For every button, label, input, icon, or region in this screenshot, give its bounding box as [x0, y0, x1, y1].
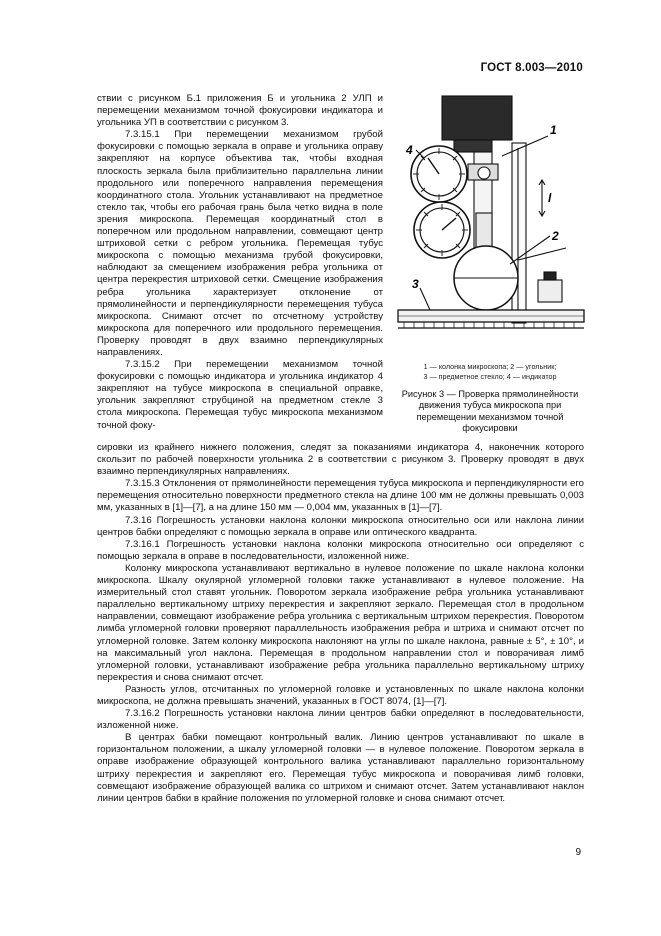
label-1: 1	[550, 123, 557, 137]
label-3: 3	[412, 277, 419, 291]
paragraph: 7.3.15.1 При перемещении механизмом грубой фокусировки с помощью зеркала в оправе и угольника оправу закрепляют на корпусе объектива так, чтобы входная плоскость зеркала была приблизительно параллельна линии продольного или поперечного направления перемещения координатного стола. Угольник устанавливают на предметное стекло так, чтобы его рабочая грань была четко видна в поле зрения микроскопа. Перемещая координатный стол в поперечном или продольном направлении, совмещают центр штриховой сетки с ребром угольника. Перемещая тубус микроскопа с помощью механизма грубой фокусировки, наблюдают за смещением изображения ребра угольника от центра перекрестия штриховой сетки. Смещение изображения ребра угольника характеризует отклонение от прямолинейности и перпендикулярности перемещения тубуса микроскопа. Снимают отсчет по отсчетному устройству микроскопа для поперечного или продольного перемещения. Проверку проводят в двух взаимно перпендикулярных направлениях.	[97, 129, 383, 358]
label-4: 4	[406, 143, 413, 157]
label-travel: l	[548, 191, 552, 205]
figure-legend	[390, 362, 590, 382]
legend-line: 3 — предметное стекло; 4 — индикатор	[423, 372, 557, 381]
page-number: 9	[575, 847, 581, 858]
label-2: 2	[552, 229, 559, 243]
paragraph: 7.3.15.3 Отклонения от прямолинейности перемещения тубуса микроскопа и перпендикулярности его перемещения относительно поверхности предметного стекла на длине 100 мм не должны превышать 0,003 мм, указанных в [1]—[7], а на длине 150 мм — 0,004 мм, указанных в [1]—[7].	[97, 478, 584, 514]
legend-line: 1 — колонка микроскопа; 2 — угольник;	[423, 362, 557, 371]
paragraph: В центрах бабки помещают контрольный валик. Линию центров устанавливают по шкале в горизонтальном положении, а шкалу угломерной головки — в нулевое положение. Поворотом зеркала в оправе изображение образующей контрольного валика устанавливают параллельно горизонтальному штриху перекрестия и закрепляют его. Перемещая тубус микроскопа и поворачивая лимб головки, совмещают изображение образующей валика со штрихом и снимают отсчет. Затем устанавливают наклон линии центров бабки в крайние положения по угломерной головке и снова снимают отсчет.	[97, 732, 584, 804]
paragraph: 7.3.16.1 Погрешность установки наклона колонки микроскопа относительно оси определяют с помощью зеркала в оправе в последовательности, изложенной ниже.	[97, 538, 584, 562]
figure-caption: Рисунок 3 — Проверка прямолинейности движения тубуса микроскопа при перемещении механизмом точной фокусировки	[401, 389, 579, 434]
microscope-diagram	[390, 88, 590, 358]
left-text-column	[97, 93, 383, 432]
paragraph: 7.3.16.2 Погрешность установки наклона линии центров бабки определяют в последовательности, изложенной ниже.	[97, 708, 584, 732]
clamp	[538, 280, 562, 302]
paragraph: сировки из крайнего нижнего положения, следят за показаниями индикатора 4, наконечник которого скользит по рабочей поверхности угольника 2 в соответствии с рисунком 3. Проверку проводят в двух взаимно перпендикулярных направлениях.	[97, 442, 584, 478]
paragraph: ствии с рисунком Б.1 приложения Б и угольника 2 УЛП и перемещении механизмом точной фокусировки индикатора и угольника УП в соответствии с рисунком 3.	[97, 93, 383, 129]
full-width-text	[97, 442, 584, 805]
document-code: ГОСТ 8.003—2010	[480, 62, 583, 74]
paragraph: Разность углов, отсчитанных по угломерной головке и установленных по шкале наклона колонки микроскопа, не должна превышать значений, указанных в ГОСТ 8074, [1]—[7].	[97, 683, 584, 707]
paragraph: 7.3.15.2 При перемещении механизмом точной фокусировки с помощью индикатора и угольника индикатор 4 закрепляют на тубусе микроскопа в специальной оправке, угольник закрепляют струбциной на предметном стекле 3 стола микроскопа. Перемещая тубус микроскопа механизмом точной фоку-	[97, 359, 383, 431]
column	[512, 143, 526, 323]
microscope-head	[442, 96, 512, 140]
figure-3	[390, 88, 590, 434]
paragraph: Колонку микроскопа устанавливают вертикально в нулевое положение по шкале наклона колонки микроскопа. Шкалу окулярной угломерной головки также устанавливают в нулевое положение. На измерительный стол ставят угольник. Поворотом зеркала изображение ребра угольника устанавливают параллельно вертикальному штриху перекрестия и закрепляют зеркало. Перемещая стол в продольном направлении, совмещают изображение ребра угольника с вертикальным штрихом перекрестия. Поворотом лимба угломерной головки проверяют параллельность изображения ребра и штриха и снимают отсчет по угломерной головке. Затем колонку микроскопа наклоняют на углы по шкале наклона, равные ± 5°, ± 10°, и на максимальный угол наклона. Перемещая в продольном направлении стол и поворачивая лимб угломерной головки, устанавливают изображение ребра угольника параллельно вертикальному штриху перекрестия и снова снимают отсчет.	[97, 562, 584, 683]
paragraph: 7.3.16 Погрешность установки наклона колонки микроскопа относительно оси или наклона линии центров бабки определяют с помощью зеркала в оправе или оптического квадранта.	[97, 514, 584, 538]
